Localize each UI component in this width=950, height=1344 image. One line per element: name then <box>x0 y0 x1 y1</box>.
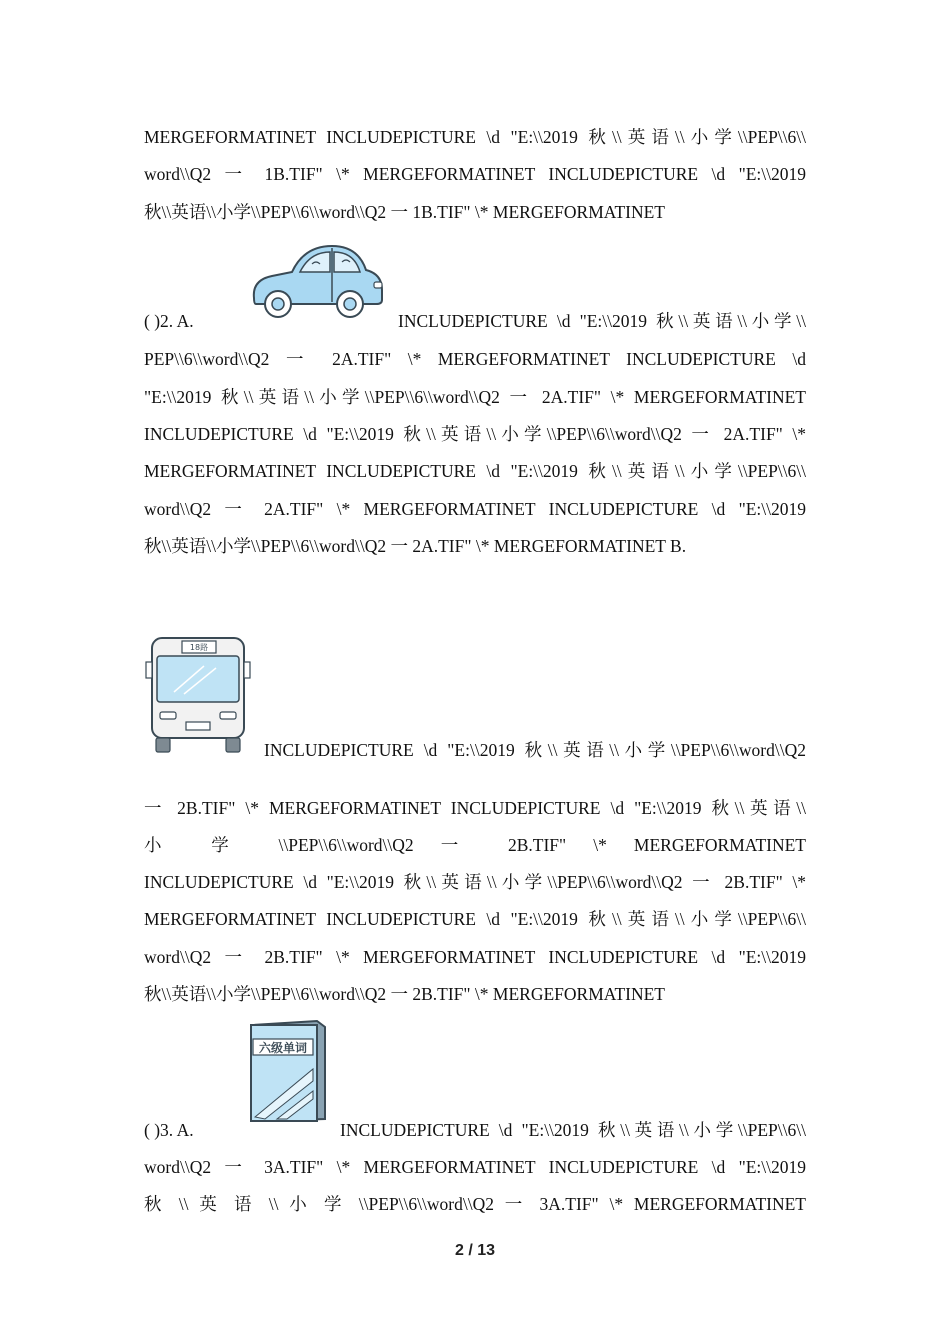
text-line: word\\Q2 一 1B.TIF" \* MERGEFORMATINET INCLUDEPICTURE \d "E:\\2019 <box>144 164 806 184</box>
text-line: 小 学 \\PEP\\6\\word\\Q2 一 2B.TIF" \* MERGEFORMATINET <box>144 835 806 855</box>
text-line: 秋\\英语\\小学\\PEP\\6\\word\\Q2 一 2B.TIF" \* MERGEFORMATINET <box>144 984 665 1004</box>
bus-route-label: 18路 <box>189 643 209 652</box>
question-number: ( )2. A. <box>144 311 194 331</box>
text-line: PEP\\6\\word\\Q2 一 2A.TIF" \* MERGEFORMATINET INCLUDEPICTURE \d <box>144 349 806 369</box>
text-line: 秋 \\ 英 语 \\ 小 学 \\PEP\\6\\word\\Q2 一 3A.TIF" \* MERGEFORMATINET <box>144 1194 806 1214</box>
bus-image <box>144 636 252 754</box>
text-line: word\\Q2 一 2A.TIF" \* MERGEFORMATINET INCLUDEPICTURE \d "E:\\2019 <box>144 499 806 519</box>
text-line: MERGEFORMATINET INCLUDEPICTURE \d "E:\\2019 秋\\英语\\小学\\PEP\\6\\ <box>144 909 806 929</box>
text-line: INCLUDEPICTURE \d "E:\\2019 秋\\英语\\小学\\PEP\\6\\word\\Q2 一 2A.TIF" \* <box>144 424 806 444</box>
page-number: 2 / 13 <box>454 1242 496 1259</box>
text-line: "E:\\2019 秋\\英语\\小学\\PEP\\6\\word\\Q2 一 2A.TIF" \* MERGEFORMATINET <box>144 387 806 407</box>
text-line: 秋\\英语\\小学\\PEP\\6\\word\\Q2 一 2A.TIF" \* MERGEFORMATINET B. <box>144 536 687 556</box>
text-line: 一 2B.TIF" \* MERGEFORMATINET INCLUDEPICTURE \d "E:\\2019 秋\\英语\\ <box>144 798 806 818</box>
text-line: word\\Q2 一 2B.TIF" \* MERGEFORMATINET INCLUDEPICTURE \d "E:\\2019 <box>144 947 806 967</box>
text-line: 秋\\英语\\小学\\PEP\\6\\word\\Q2 一 1B.TIF" \* MERGEFORMATINET <box>144 202 665 222</box>
car-image <box>246 240 386 324</box>
text-line: INCLUDEPICTURE \d "E:\\2019 秋\\英语\\小学\\PEP\\6\\ <box>340 1120 806 1140</box>
book-title-label: 六级单词 <box>258 1041 308 1055</box>
text-line: MERGEFORMATINET INCLUDEPICTURE \d "E:\\2019 秋\\英语\\小学\\PEP\\6\\ <box>144 461 806 481</box>
text-line: INCLUDEPICTURE \d "E:\\2019 秋\\英语\\小学\\ <box>398 311 806 331</box>
text-line: MERGEFORMATINET INCLUDEPICTURE \d "E:\\2019 秋\\英语\\小学\\PEP\\6\\ <box>144 127 806 147</box>
text-line: word\\Q2 一 3A.TIF" \* MERGEFORMATINET INCLUDEPICTURE \d "E:\\2019 <box>144 1157 806 1177</box>
book-image <box>247 1019 327 1123</box>
question-number: ( )3. A. <box>144 1120 194 1140</box>
text-line: INCLUDEPICTURE \d "E:\\2019 秋\\英语\\小学\\PEP\\6\\word\\Q2 <box>264 740 806 760</box>
text-line: INCLUDEPICTURE \d "E:\\2019 秋\\英语\\小学\\PEP\\6\\word\\Q2 一 2B.TIF" \* <box>144 872 806 892</box>
